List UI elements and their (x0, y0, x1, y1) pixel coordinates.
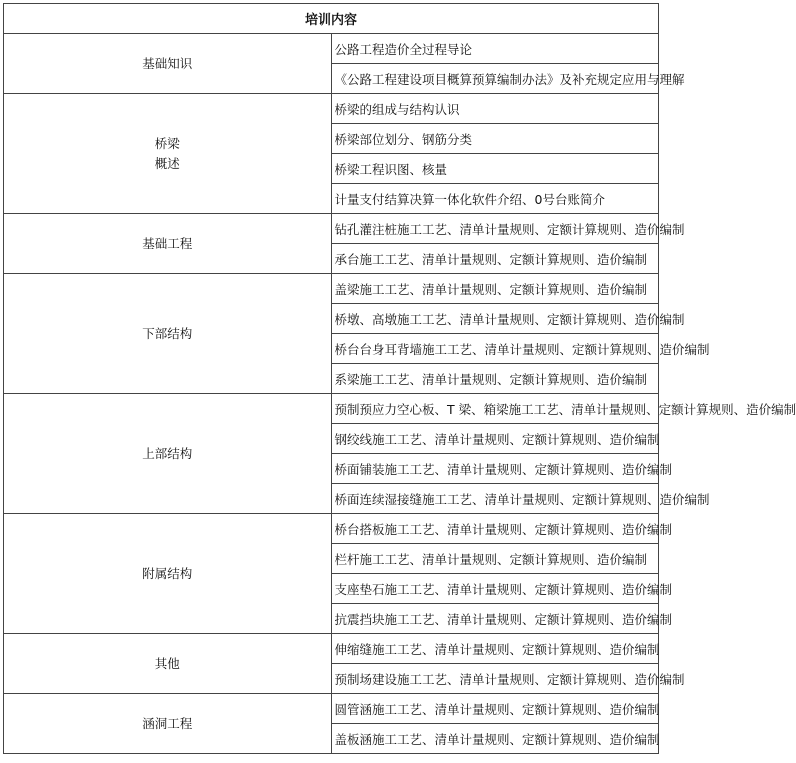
category-cell: 基础知识 (4, 34, 332, 94)
content-cell: 预制场建设施工工艺、清单计量规则、定额计算规则、造价编制 (331, 664, 659, 694)
table-row (4, 514, 659, 544)
table-row (4, 634, 659, 664)
content-cell: 钻孔灌注桩施工工艺、清单计量规则、定额计算规则、造价编制 (331, 214, 659, 244)
content-cell: 抗震挡块施工工艺、清单计量规则、定额计算规则、造价编制 (331, 604, 659, 634)
table-body (4, 34, 796, 754)
content-cell: 钢绞线施工工艺、清单计量规则、定额计算规则、造价编制 (331, 424, 659, 454)
category-cell: 下部结构 (4, 274, 332, 394)
content-cell: 盖梁施工工艺、清单计量规则、定额计算规则、造价编制 (331, 274, 659, 304)
table-row (4, 94, 659, 124)
table-row (4, 274, 659, 304)
category-cell: 涵洞工程 (4, 694, 332, 754)
content-cell: 桥墩、高墩施工工艺、清单计量规则、定额计算规则、造价编制 (331, 304, 659, 334)
table-row (4, 694, 659, 724)
content-cell: 承台施工工艺、清单计量规则、定额计算规则、造价编制 (331, 244, 659, 274)
category-cell: 上部结构 (4, 394, 332, 514)
table-header: 培训内容 (4, 4, 659, 34)
category-cell: 附属结构 (4, 514, 332, 634)
category-cell: 桥梁 概述 (4, 94, 332, 214)
content-cell: 《公路工程建设项目概算预算编制办法》及补充规定应用与理解 (331, 64, 659, 94)
table-row (4, 394, 659, 424)
category-cell: 其他 (4, 634, 332, 694)
content-cell: 桥台台身耳背墙施工工艺、清单计量规则、定额计算规则、造价编制 (331, 334, 659, 364)
content-cell: 桥面连续湿接缝施工工艺、清单计量规则、定额计算规则、造价编制 (331, 484, 659, 514)
table-row (4, 214, 659, 244)
content-cell: 栏杆施工工艺、清单计量规则、定额计算规则、造价编制 (331, 544, 659, 574)
content-cell: 桥梁的组成与结构认识 (331, 94, 659, 124)
content-cell: 公路工程造价全过程导论 (331, 34, 659, 64)
content-cell: 系梁施工工艺、清单计量规则、定额计算规则、造价编制 (331, 364, 659, 394)
content-cell: 支座垫石施工工艺、清单计量规则、定额计算规则、造价编制 (331, 574, 659, 604)
content-cell: 桥梁工程识图、核量 (331, 154, 659, 184)
table-row (4, 34, 659, 64)
content-cell: 计量支付结算决算一体化软件介绍、0号台账简介 (331, 184, 659, 214)
content-cell: 盖板涵施工工艺、清单计量规则、定额计算规则、造价编制 (331, 724, 659, 754)
category-cell: 基础工程 (4, 214, 332, 274)
content-cell: 伸缩缝施工工艺、清单计量规则、定额计算规则、造价编制 (331, 634, 659, 664)
training-content-table (3, 3, 796, 754)
content-cell: 桥台搭板施工工艺、清单计量规则、定额计算规则、造价编制 (331, 514, 659, 544)
content-cell: 预制预应力空心板、T 梁、箱梁施工工艺、清单计量规则、定额计算规则、造价编制 (331, 394, 659, 424)
content-cell: 桥面铺装施工工艺、清单计量规则、定额计算规则、造价编制 (331, 454, 659, 484)
content-cell: 桥梁部位划分、钢筋分类 (331, 124, 659, 154)
content-cell: 圆管涵施工工艺、清单计量规则、定额计算规则、造价编制 (331, 694, 659, 724)
